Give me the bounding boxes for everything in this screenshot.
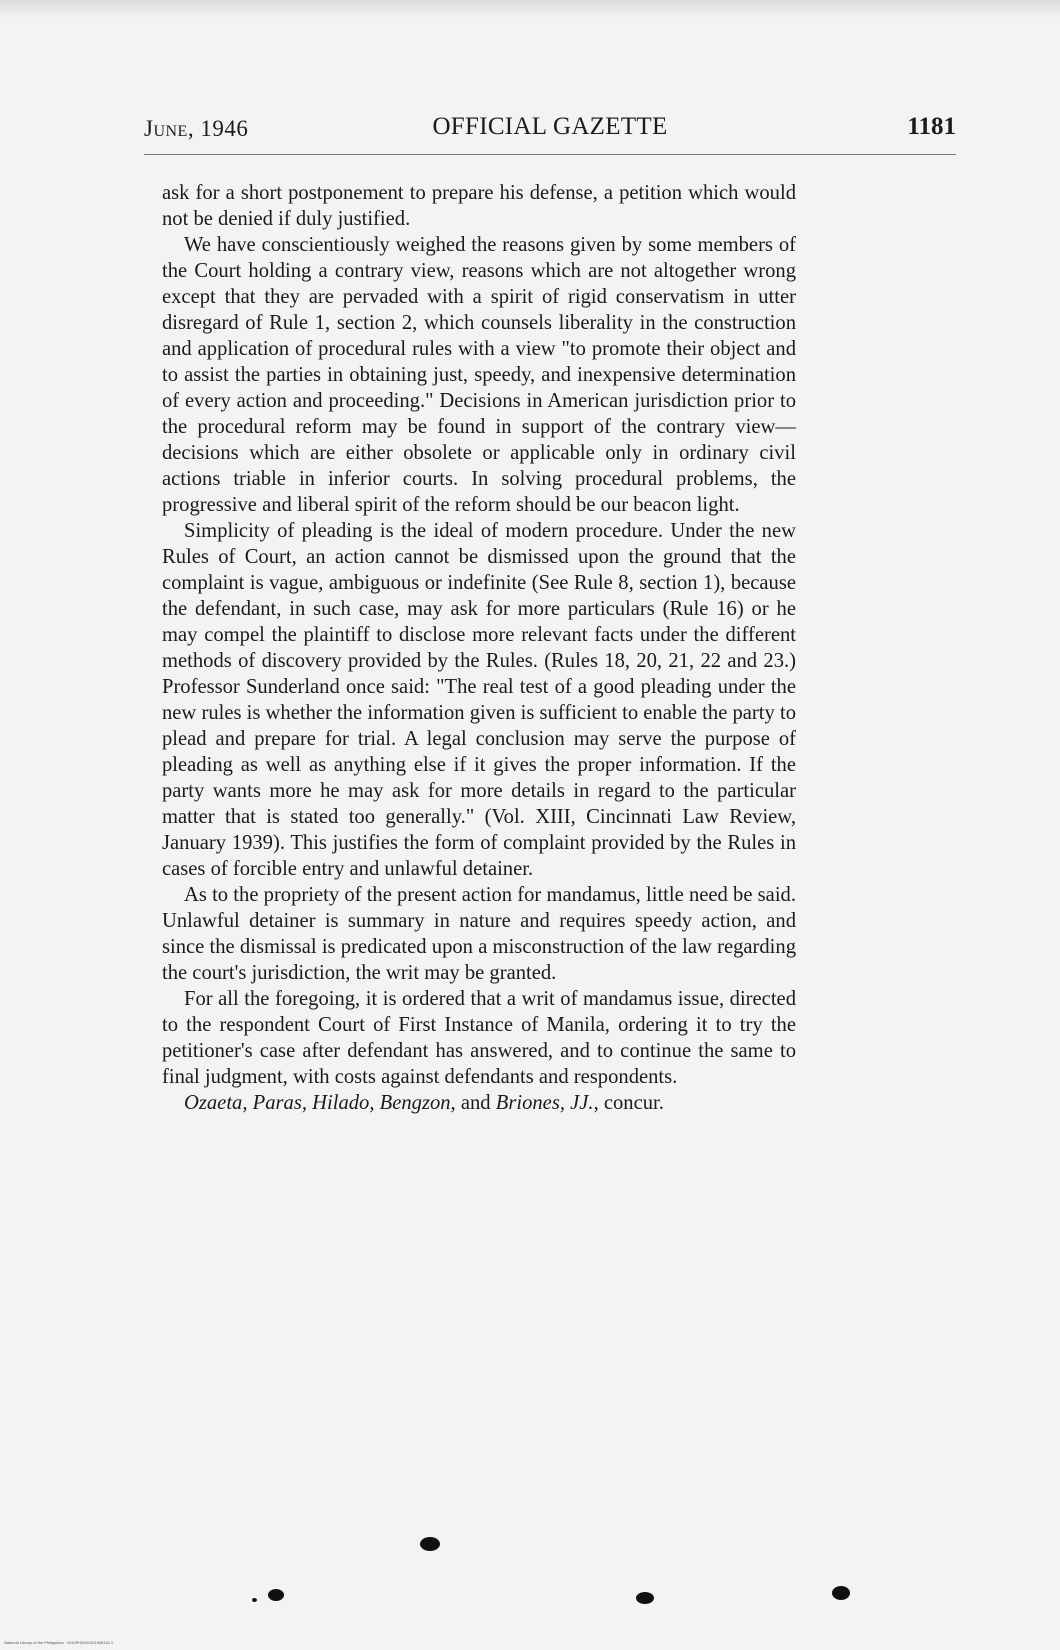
ink-blot <box>636 1592 654 1604</box>
publication-title: OFFICIAL GAZETTE <box>432 113 668 140</box>
paragraph-continued: ask for a short postponement to prepare his defense, a petition which would not be denied if duly justified. <box>162 182 796 230</box>
scan-footer-note: National Library of the Philippines · OG0PH0001201946118 1 <box>4 1640 114 1645</box>
concurring-justices: Ozaeta, Paras, Hilado, Bengzon, <box>184 1092 456 1114</box>
page-number: 1181 <box>907 113 956 140</box>
ink-blot <box>252 1598 257 1602</box>
ink-blot <box>420 1537 440 1551</box>
header-rule <box>144 154 956 155</box>
concurrence-line <box>162 1090 796 1116</box>
scan-top-shadow <box>0 0 1060 18</box>
ink-blot <box>268 1589 284 1601</box>
page-header <box>144 112 956 148</box>
paragraph-pleading: Simplicity of pleading is the ideal of modern procedure. Under the new Rules of Court, an action cannot be dismissed upon the ground that the complaint is vague, ambiguous or indefinite (See Rule 8, section 1), because the defendant, in such case, may ask for more particulars (Rule 16) or he may compel the plaintiff to disclose more relevant facts under the different methods of discovery provided by the Rules. (Rules 18, 20, 21, 22 and 23.) Professor Sunderland once said: "The real test of a good pleading under the new rules is whether the information given is sufficient to enable the party to plead and prepare for trial. A legal conclusion may serve the purpose of pleading as well as anything else if it gives the proper information. If the party wants more he may ask for more details in regard to the particular matter that is stated too generally." (Vol. XIII, Cincinnati Law Review, January 1939). This justifies the form of complaint provided by the Rules in cases of forcible entry and unlawful detainer. <box>162 520 796 880</box>
article-body <box>162 180 796 1116</box>
paragraph-reasons: We have conscientiously weighed the reasons given by some members of the Court holding a contrary view, reasons which are not altogether wrong except that they are pervaded with a spirit of rigid conservatism in utter disregard of Rule 1, section 2, which counsels liberality in the construction and application of procedural rules with a view "to promote their object and to assist the parties in obtaining just, speedy, and inexpensive determination of every action and proceeding." Decisions in American jurisdiction prior to the procedural reform may be found in support of the contrary view—decisions which are either obsolete or applicable only in ordinary civil actions triable in inferior courts. In solving procedural problems, the progressive and liberal spirit of the reform should be our beacon light. <box>162 234 796 516</box>
issue-date: June, 1946 <box>144 116 249 141</box>
paragraph-dispositive: For all the foregoing, it is ordered that a writ of mandamus issue, directed to the respondent Court of First Instance of Manila, ordering it to try the petitioner's case after defendant has answered, and to continue the same to final judgment, with costs against defendants and respondents. <box>162 988 796 1088</box>
concur-tail: , concur. <box>593 1092 664 1114</box>
ink-blot <box>832 1586 850 1600</box>
paragraph-mandamus: As to the propriety of the present action for mandamus, little need be said. Unlawful detainer is summary in nature and requires speedy action, and since the dismissal is predicated upon a misconstruction of the law regarding the court's jurisdiction, the writ may be granted. <box>162 884 796 984</box>
concur-and: and <box>460 1092 491 1114</box>
concurring-justice-last: Briones, JJ. <box>495 1092 594 1114</box>
